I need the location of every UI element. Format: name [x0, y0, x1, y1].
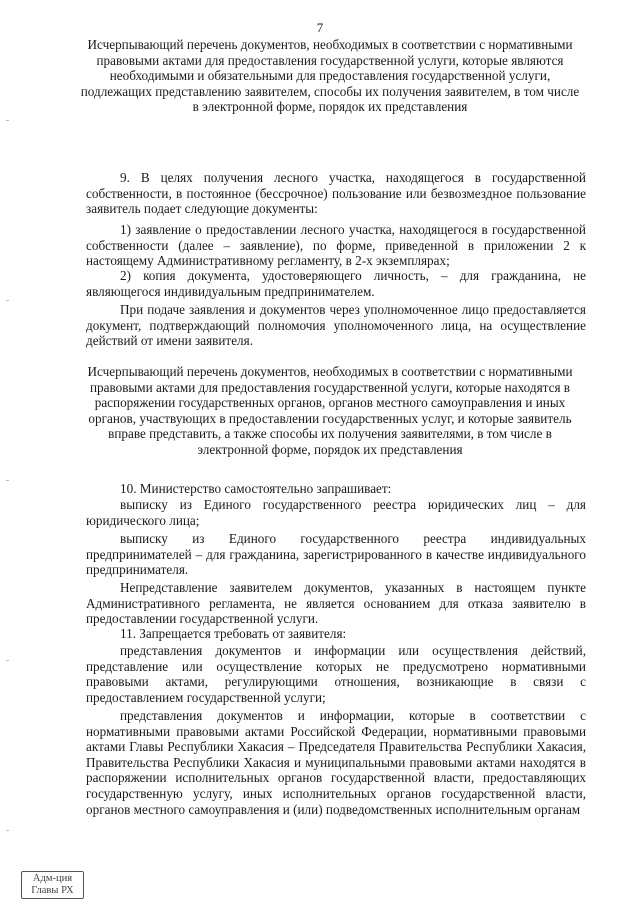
paragraph-9-item-1: 1) заявление о предоставлении лесного участка, находящегося в государственной собственности (далее – заявление), по форме, приведенной в приложении 2 к настоящему Административному регламенту, в 2-х экземплярах;: [86, 222, 586, 269]
paragraph-9-intro: 9. В целях получения лесного участка, находящегося в государственной собственности, в постоянное (бессрочное) пользование или безвозмездное пользование заявитель подает следующие документы:: [86, 170, 586, 217]
margin-mark: [6, 120, 9, 121]
paragraph-11-intro: 11. Запрещается требовать от заявителя:: [120, 626, 347, 641]
paragraph-11-item-1: представления документов и информации или осуществления действий, представление или осуществление которых не предусмотрено нормативными правовыми актами, регулирующими отношения, возникающие в связи с предоставлением государственной услуги;: [86, 643, 586, 705]
page-number: 7: [316, 20, 324, 35]
paragraph-9-item-2: 2) копия документа, удостоверяющего личность, – для гражданина, не являющегося индивидуальным предпринимателем.: [86, 268, 586, 299]
heading-required-documents: Исчерпывающий перечень документов, необходимых в соответствии с нормативными правовыми актами для предоставления государственной услуги, которые являются необходимыми и обязательными для предоставления государственной услуги, подлежащих представлению заявителем, способы их получения заявителем, в том числе в электронной форме, порядок их представления: [80, 37, 580, 115]
paragraph-10-intro: 10. Министерство самостоятельно запрашивает:: [120, 481, 392, 496]
paragraph-10-note: Непредставление заявителем документов, указанных в настоящем пункте Административного регламента, не является основанием для отказа заявителю в предоставлении государственной услуги.: [86, 580, 586, 627]
margin-mark: [6, 300, 9, 301]
margin-mark: [6, 830, 9, 831]
stamp-line-2: Главы РХ: [31, 885, 74, 896]
paragraph-11-item-2: представления документов и информации, которые в соответствии с нормативными правовыми актами Российской Федерации, нормативными правовыми актами Главы Республики Хакасия – Председателя Правительства Республики Хакасия, Правительства Республики Хакасия и муниципальными правовыми актами находятся в распоряжении исполнительных органов государственной власти, предоставляющих государственную услугу, иных исполнительных органов государственной власти, органов местного самоуправления и (или) подведомственных исполнительным органам: [86, 708, 586, 817]
archive-stamp: [21, 871, 84, 899]
paragraph-10-item-1: выписку из Единого государственного реестра юридических лиц – для юридического лица;: [86, 497, 586, 528]
paragraph-10-item-2: выписку из Единого государственного реестра индивидуальных предпринимателей – для гражданина, зарегистрированного в качестве индивидуального предпринимателя.: [86, 531, 586, 578]
stamp-line-1: Адм-ция: [32, 873, 73, 884]
heading-interagency-documents: Исчерпывающий перечень документов, необходимых в соответствии с нормативными правовыми актами для предоставления государственной услуги, которые находятся в распоряжении государственных органов, органов местного самоуправления и иных органов, участвующих в предоставлении государственных услуг, и которые заявитель вправе представить, а также способы их получения заявителями, в том числе в электронной форме, порядок их представления: [87, 364, 573, 457]
paragraph-9-note: При подаче заявления и документов через уполномоченное лицо предоставляется документ, подтверждающий полномочия уполномоченного лица, на осуществление действий от имени заявителя.: [86, 302, 586, 349]
margin-mark: [6, 480, 9, 481]
margin-mark: [6, 660, 9, 661]
